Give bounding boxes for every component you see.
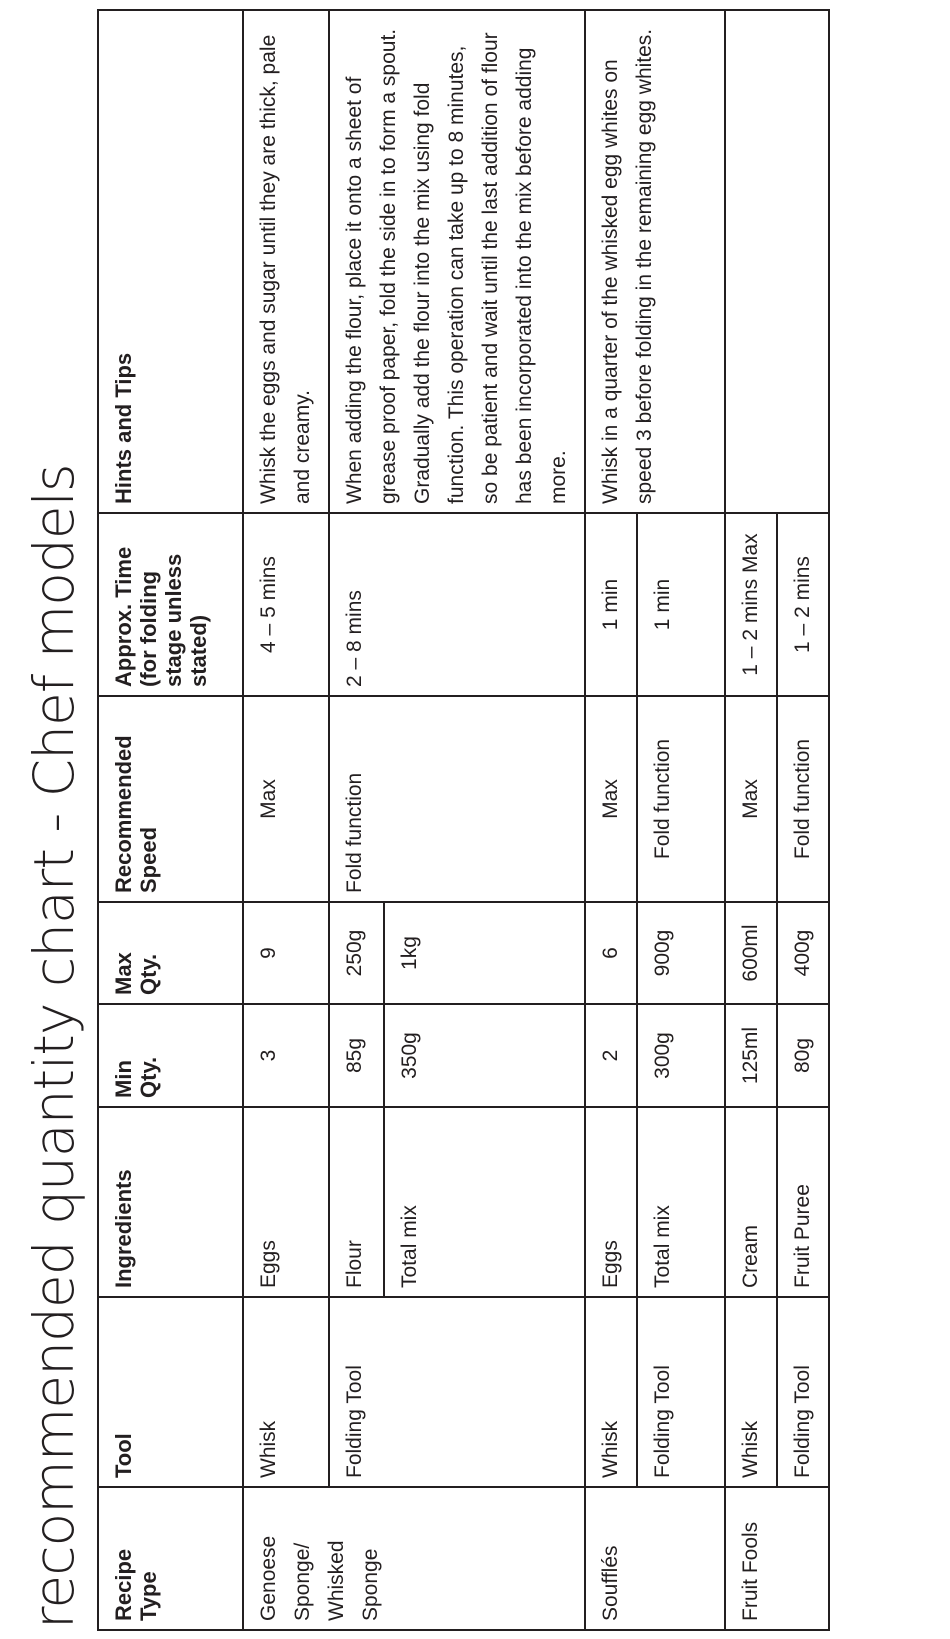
- table-header-row: [98, 10, 243, 1630]
- cell-ingredient: Total mix: [637, 1107, 725, 1297]
- cell-speed: Max: [585, 696, 637, 902]
- header-speed: Recommended Speed: [98, 696, 243, 902]
- quantity-chart-table: [97, 9, 830, 1631]
- recipe-fruit-fools: Fruit Fools: [725, 1487, 829, 1630]
- cell-speed: Max: [725, 696, 777, 902]
- cell-ingredient: Eggs: [585, 1107, 637, 1297]
- cell-time: 2 – 8 mins: [329, 513, 585, 696]
- header-max-qty: Max Qty.: [98, 902, 243, 1004]
- header-min-qty: Min Qty.: [98, 1004, 243, 1107]
- cell-ingredient: Cream: [725, 1107, 777, 1297]
- cell-tool: Whisk: [585, 1297, 637, 1487]
- cell-tool: Folding Tool: [329, 1297, 585, 1487]
- cell-hints: [725, 10, 829, 513]
- cell-ingredient: Flour: [329, 1107, 384, 1297]
- recipe-genoese: Genoese Sponge/ Whisked Sponge: [243, 1487, 585, 1630]
- cell-ingredient: Total mix: [384, 1107, 585, 1297]
- cell-speed: Fold function: [329, 696, 585, 902]
- page-title: recommended quantity chart - Chef models: [22, 464, 86, 1629]
- cell-max: 1kg: [384, 902, 585, 1004]
- cell-time: 1 – 2 mins: [777, 513, 829, 696]
- cell-min: 125ml: [725, 1004, 777, 1107]
- cell-tool: Whisk: [725, 1297, 777, 1487]
- header-tool: Tool: [98, 1297, 243, 1487]
- cell-ingredient: Eggs: [243, 1107, 329, 1297]
- recipe-souffles: Soufflés: [585, 1487, 725, 1630]
- table-row: [585, 10, 637, 1630]
- cell-max: 900g: [637, 902, 725, 1004]
- cell-hints: When adding the flour, place it onto a sheet of grease proof paper, fold the side in to form a spout. Gradually add the flour into the mix using fold function. This operation can take up to 8 minutes, so be patient and wait until the last addition of flour has been incorporated into the mix before adding more.: [329, 10, 585, 513]
- cell-time: 1 min: [637, 513, 725, 696]
- table-row: [725, 10, 777, 1630]
- table-row: [243, 10, 329, 1630]
- cell-min: 80g: [777, 1004, 829, 1107]
- header-ingredients: Ingredients: [98, 1107, 243, 1297]
- cell-speed: Fold function: [637, 696, 725, 902]
- header-hints: Hints and Tips: [98, 10, 243, 513]
- cell-time: 4 – 5 mins: [243, 513, 329, 696]
- cell-min: 85g: [329, 1004, 384, 1107]
- cell-ingredient: Fruit Puree: [777, 1107, 829, 1297]
- cell-min: 350g: [384, 1004, 585, 1107]
- cell-speed: Max: [243, 696, 329, 902]
- cell-hints: Whisk in a quarter of the whisked egg whites on speed 3 before folding in the remaining egg whites.: [585, 10, 725, 513]
- cell-max: 6: [585, 902, 637, 1004]
- header-recipe-type: Recipe Type: [98, 1487, 243, 1630]
- table-row: [329, 10, 384, 1630]
- cell-min: 2: [585, 1004, 637, 1107]
- cell-tool: Whisk: [243, 1297, 329, 1487]
- cell-min: 3: [243, 1004, 329, 1107]
- cell-max: 400g: [777, 902, 829, 1004]
- cell-hints: Whisk the eggs and sugar until they are thick, pale and creamy.: [243, 10, 329, 513]
- cell-min: 300g: [637, 1004, 725, 1107]
- header-time: Approx. Time (for folding stage unless stated): [98, 513, 243, 696]
- cell-time: 1 – 2 mins Max: [725, 513, 777, 696]
- cell-speed: Fold function: [777, 696, 829, 902]
- cell-max: 600ml: [725, 902, 777, 1004]
- cell-time: 1 min: [585, 513, 637, 696]
- cell-tool: Folding Tool: [777, 1297, 829, 1487]
- cell-tool: Folding Tool: [637, 1297, 725, 1487]
- cell-max: 250g: [329, 902, 384, 1004]
- cell-max: 9: [243, 902, 329, 1004]
